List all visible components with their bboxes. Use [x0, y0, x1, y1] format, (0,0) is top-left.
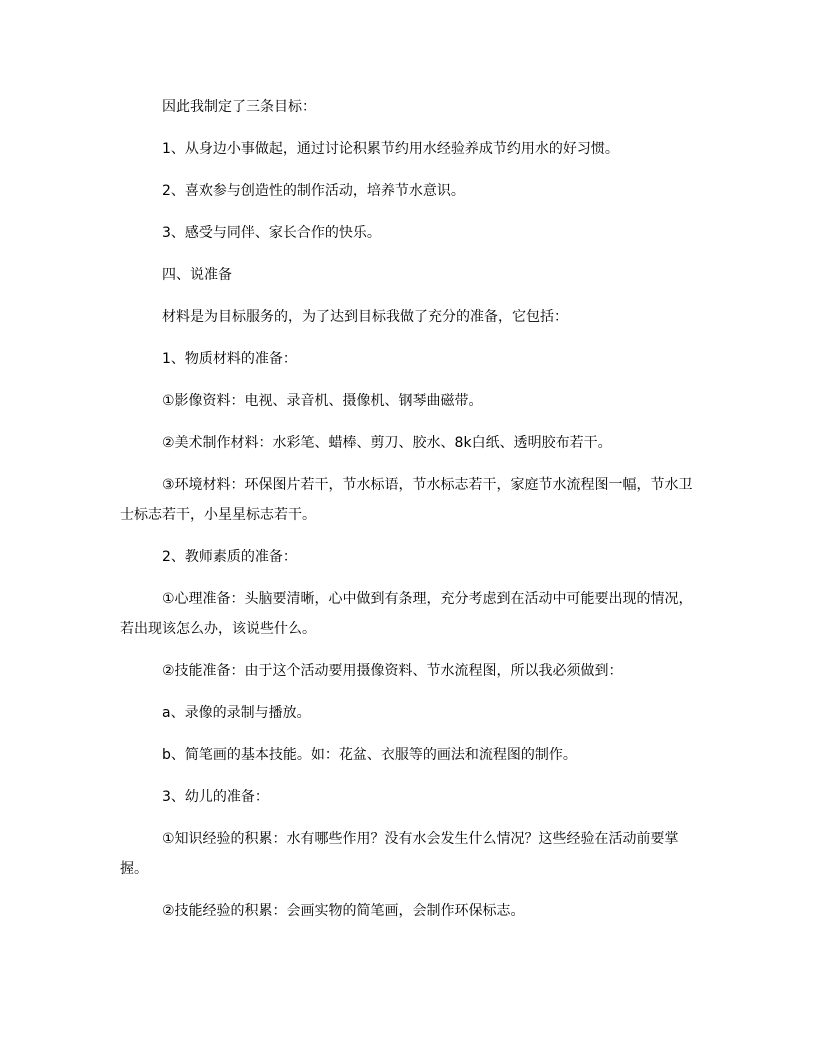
paragraph-material-prep: 1、物质材料的准备：: [162, 351, 297, 367]
paragraph-art-materials: ②美术制作材料：水彩笔、蜡棒、剪刀、胶水、8k白纸、透明胶布若干。: [162, 435, 612, 451]
paragraph-skill-experience: ②技能经验的积累：会画实物的简笔画，会制作环保标志。: [162, 903, 525, 919]
paragraph-goal-2: 2、喜欢参与创造性的制作活动，培养节水意识。: [162, 183, 465, 199]
paragraph-teacher-prep: 2、教师素质的准备：: [162, 549, 297, 565]
document-body: [120, 92, 696, 926]
paragraph-goals-intro: 因此我制定了三条目标：: [162, 99, 316, 115]
paragraph-skill-a: a、录像的录制与播放。: [162, 705, 311, 721]
paragraph-knowledge-experience: ①知识经验的积累：水有哪些作用？没有水会发生什么情况？这些经验在活动前要掌握。: [120, 831, 679, 877]
section-heading-preparation: 四、说准备: [162, 267, 232, 283]
paragraph-skill-prep: ②技能准备：由于这个活动要用摄像资料、节水流程图，所以我必须做到：: [162, 663, 623, 679]
paragraph-environment-materials: ③环境材料：环保图片若干，节水标语，节水标志若干，家庭节水流程图一幅，节水卫士标志若干，小星星标志若干。: [120, 477, 693, 523]
paragraph-mental-prep: ①心理准备：头脑要清晰，心中做到有条理，充分考虑到在活动中可能要出现的情况，若出现该怎么办，该说些什么。: [120, 591, 693, 637]
paragraph-goal-3: 3、感受与同伴、家长合作的快乐。: [162, 225, 381, 241]
paragraph-goal-1: 1、从身边小事做起，通过讨论积累节约用水经验养成节约用水的好习惯。: [162, 141, 619, 157]
paragraph-child-prep: 3、幼儿的准备：: [162, 789, 269, 805]
paragraph-skill-b: b、简笔画的基本技能。如：花盆、衣服等的画法和流程图的制作。: [162, 747, 577, 763]
paragraph-materials-intro: 材料是为目标服务的，为了达到目标我做了充分的准备，它包括：: [162, 309, 568, 325]
paragraph-video-materials: ①影像资料：电视、录音机、摄像机、钢琴曲磁带。: [162, 393, 483, 409]
